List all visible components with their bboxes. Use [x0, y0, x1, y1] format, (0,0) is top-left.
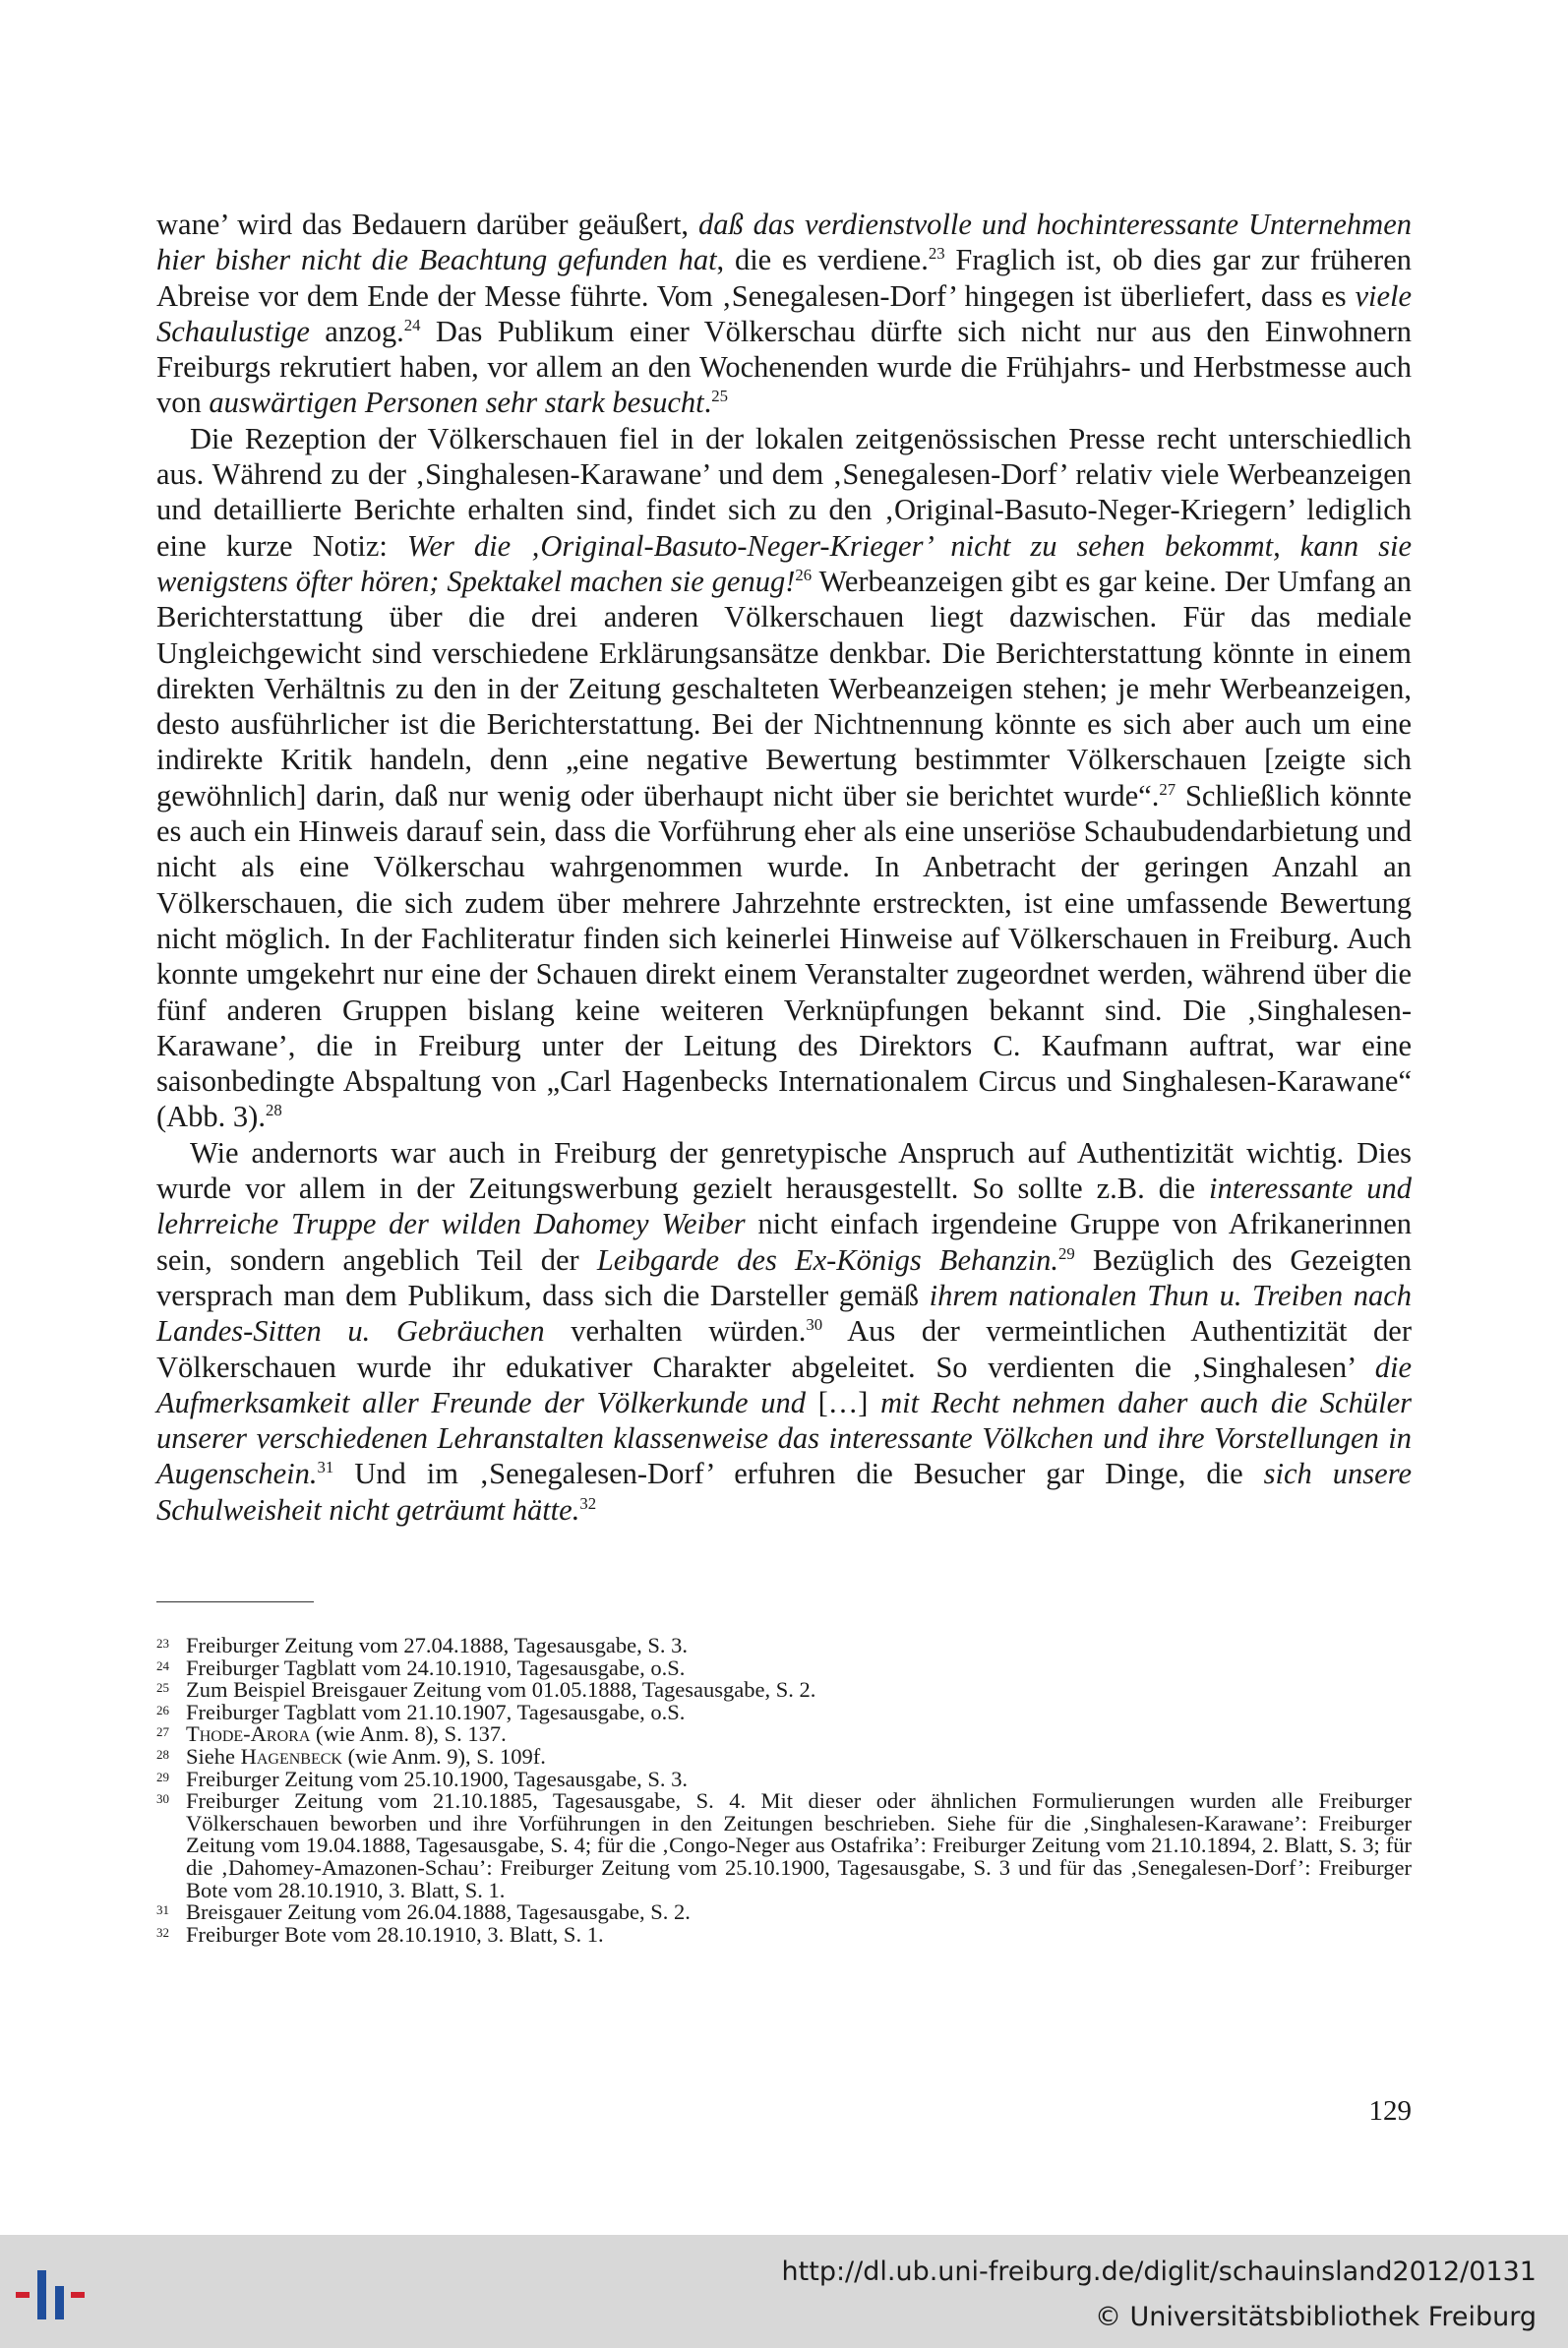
footnote-separator [156, 1601, 314, 1602]
footnote: 23 Freiburger Zeitung vom 27.04.1888, Tagesausgabe, S. 3. [156, 1633, 689, 1657]
quotation: sich unsere Schulweisheit nicht geträumt hätte. [156, 1457, 1412, 1527]
footnote-number: 30 [156, 1791, 169, 1807]
quotation: Wer die ‚Original-Basuto-Neger-Krieger’ nicht zu sehen bekommt, kann sie wenigstens öfter hören; Spektakel machen sie genug! [156, 528, 1412, 598]
quotation: mit Recht nehmen daher auch die Schüler unserer verschiedenen Lehranstalten klassenweise das interessante Völkchen und ihre Vorstellungen in Augenschein. [156, 1385, 1412, 1491]
footnote-ref[interactable]: 28 [265, 1101, 282, 1120]
paragraph: Wie andernorts war auch in Freiburg der genretypische Anspruch auf Authentizität wichtig. Dies wurde vor allem in der Zeitungswerbung gezielt herausgestellt. So sollte z.B. die interessante und lehrreiche Truppe der wilden Dahomey Weiber nicht einfach irgendeine Gruppe von Afrikanerinnen sein, sondern angeblich Teil der Leibgarde des Ex-Königs Behanzin.$^{29}$ Bezüglich des Gezeigten versprach man dem Publikum, dass sich die Darsteller gemäß ihrem nationalen Thun u. Treiben nach Landes-Sitten u. Gebräuchen verhalten würden.$^{30}$ Aus der vermeintlichen Authentizität der Völkerschauen wurde ihr edukativer Charakter abgeleitet. So verdienten die ‚Singhalesen’ die Aufmerksamkeit aller Freunde der Völkerkunde und […] mit Recht nehmen daher auch die Schüler unserer verschiedenen Lehranstalten klassenweise das interessante Völkchen und ihre Vorstellungen in Augenschein.$^{31}$ Und im ‚Senegalesen-Dorf’ erfuhren die Besucher gar Dinge, die sich unsere Schulweisheit nicht geträumt hätte.$^{32}$ [156, 1135, 1413, 1527]
footnotes [156, 1635, 1412, 1946]
footnote-number: 23 [156, 1636, 169, 1651]
footnote-ref[interactable]: 23 [928, 244, 945, 264]
footnote-ref[interactable]: 27 [1159, 779, 1176, 799]
footnote: 30 Freiburger Zeitung vom 21.10.1885, Tagesausgabe, S. 4. Mit dieser oder ähnlichen Formulierungen wurden alle Freiburger Völkerschauen beworben und ihre Vorführungen in den Zeitungen beschrieben. Siehe für die ‚Singhalesen-Karawane’: Freiburger Zeitung vom 19.04.1888, Tagesausgabe, S. 4; für die ‚Congo-Neger aus Ostafrika’: Freiburger Zeitung vom 21.10.1894, 2. Blatt, S. 3; für die ‚Dahomey-Amazonen-Schau’: Freiburger Zeitung vom 25.10.1900, Tagesausgabe, S. 3 und für das ‚Senegalesen-Dorf’: Freiburger Bote vom 28.10.1910, 3. Blatt, S. 1. [156, 1788, 1412, 1902]
footnote: 24 Freiburger Tagblatt vom 24.10.1910, Tagesausgabe, o.S. [156, 1655, 686, 1680]
main-text [156, 207, 1412, 1528]
footnote-ref[interactable]: 32 [579, 1493, 597, 1513]
footnote-number: 29 [156, 1769, 169, 1784]
footnote-number: 32 [156, 1924, 169, 1940]
quotation: die Aufmerksamkeit aller Freunde der Völkerkunde und [156, 1350, 1412, 1419]
copyright-text: © Universitätsbibliothek Freiburg [1094, 2302, 1537, 2332]
author-name: Thode-Arora [186, 1721, 311, 1747]
footnote-number: 25 [156, 1680, 169, 1696]
footnote: 28 Siehe Hagenbeck (wie Anm. 9), S. 109f. [156, 1743, 546, 1769]
quotation: ihrem nationalen Thun u. Treiben nach Landes-Sitten u. Gebräuchen [156, 1278, 1412, 1349]
footnote-ref[interactable]: 24 [403, 315, 421, 334]
footnote-ref[interactable]: 25 [711, 387, 728, 406]
footnote-ref[interactable]: 30 [806, 1315, 823, 1335]
footnote-number: 27 [156, 1724, 169, 1740]
footnote: 26 Freiburger Tagblatt vom 21.10.1907, Tagesausgabe, o.S. [156, 1699, 686, 1724]
paragraph: Die Rezeption der Völkerschauen fiel in der lokalen zeitgenössischen Presse recht unterschiedlich aus. Während zu der ‚Singhalesen-Karawane’ und dem ‚Senegalesen-Dorf’ relativ viele Werbeanzeigen und detaillierte Berichte erhalten sind, findet sich zu den ‚Original-Basuto-Neger-Kriegern’ lediglich eine kurze Notiz: Wer die ‚Original-Basuto-Neger-Krieger’ nicht zu sehen bekommt, kann sie wenigstens öfter hören; Spektakel machen sie genug!$^{26}$ Werbeanzeigen gibt es gar keine. Der Umfang an Berichterstattung über die drei anderen Völkerschauen liegt dazwischen. Für das mediale Ungleichgewicht sind verschiedene Erklärungsansätze denkbar. Die Berichterstattung könnte in einem direkten Verhältnis zu den in der Zeitung geschalteten Werbeanzeigen stehen; je mehr Werbeanzeigen, desto ausführlicher ist die Berichterstattung. Bei der Nichtnennung könnte es sich aber auch um eine indirekte Kritik handeln, denn „eine negative Bewertung bestimmter Völkerschauen [zeigte sich gewöhnlich] darin, daß nur wenig oder überhaupt nicht über sie berichtet wurde“.$^{27}$ Schließlich könnte es auch ein Hinweis darauf sein, dass die Vorführung eher als eine unseriöse Schaubudendarbietung und nicht als eine Völkerschau wahrgenommen wurde. In Anbetracht der geringen Anzahl an Völkerschauen, die sich zudem über mehrere Jahrzehnte erstreckten, ist eine umfassende Bewertung nicht möglich. In der Fachliteratur finden sich keinerlei Hinweise auf Völkerschauen in Freiburg. Auch konnte umgekehrt nur eine der Schauen direkt einem Veranstalter zugeordnet werden, während über die fünf anderen Gruppen bislang keine weiteren Verknüpfungen bekannt sind. Die ‚Singhalesen-Karawane’, die in Freiburg unter der Leitung des Direktors C. Kaufmann auftrat, war eine saisonbedingte Abspaltung von „Carl Hagenbecks Internationalem Circus und Singhalesen-Karawane“ (Abb. 3).$^{28}$ [156, 421, 1413, 1134]
footnote: 29 Freiburger Zeitung vom 25.10.1900, Tagesausgabe, S. 3. [156, 1766, 689, 1791]
author-name: Hagenbeck [240, 1743, 342, 1769]
footnote: 32 Freiburger Bote vom 28.10.1910, 3. Blatt, S. 1. [156, 1921, 604, 1947]
ub-freiburg-logo-icon [14, 2262, 102, 2327]
footnote-number: 24 [156, 1657, 169, 1673]
footnote-ref[interactable]: 26 [795, 565, 813, 584]
page-number: 129 [1368, 2095, 1412, 2127]
quotation: interessante und lehrreiche Truppe der wilden Dahomey Weiber [156, 1172, 1413, 1241]
quotation: viele Schaulustige [156, 278, 1412, 348]
footnote: 27 Thode-Arora (wie Anm. 8), S. 137. [156, 1721, 507, 1747]
footnote-ref[interactable]: 31 [317, 1458, 334, 1477]
quotation: Leibgarde des Ex-Königs Behanzin. [596, 1242, 1058, 1277]
footer-bar [0, 2235, 1568, 2348]
footnote: 25 Zum Beispiel Breisgauer Zeitung vom 01.05.1888, Tagesausgabe, S. 2. [156, 1677, 816, 1703]
source-url-link[interactable]: http://dl.ub.uni-freiburg.de/diglit/schauinsland2012/0131 [781, 2257, 1537, 2287]
footnote-number: 26 [156, 1702, 169, 1717]
quotation: daß das verdienstvolle und hochinteressante Unternehmen hier bisher nicht die Beachtung gefunden hat [156, 208, 1412, 277]
footnote-number: 28 [156, 1746, 169, 1762]
footnote-number: 31 [156, 1902, 169, 1918]
footnote: 31 Breisgauer Zeitung vom 26.04.1888, Tagesausgabe, S. 2. [156, 1899, 691, 1925]
quotation: auswärtigen Personen sehr stark besucht [209, 386, 704, 420]
footnote-ref[interactable]: 29 [1057, 1243, 1075, 1263]
paragraph: wane’ wird das Bedauern darüber geäußert, daß das verdienstvolle und hochinteressante Unternehmen hier bisher nicht die Beachtung gefunden hat, die es verdiene.$^{23}$ Fraglich ist, ob dies gar zur früheren Abreise vor dem Ende der Messe führte. Vom ‚Senegalesen-Dorf’ hingegen ist überliefert, dass es viele Schaulustige anzog.$^{24}$ Das Publikum einer Völkerschau dürfte sich nicht nur aus den Einwohnern Freiburgs rekrutiert haben, vor allem an den Wochenenden wurde die Frühjahrs- und Herbstmesse auch von auswärtigen Personen sehr stark besucht.$^{25}$ [156, 208, 1413, 420]
